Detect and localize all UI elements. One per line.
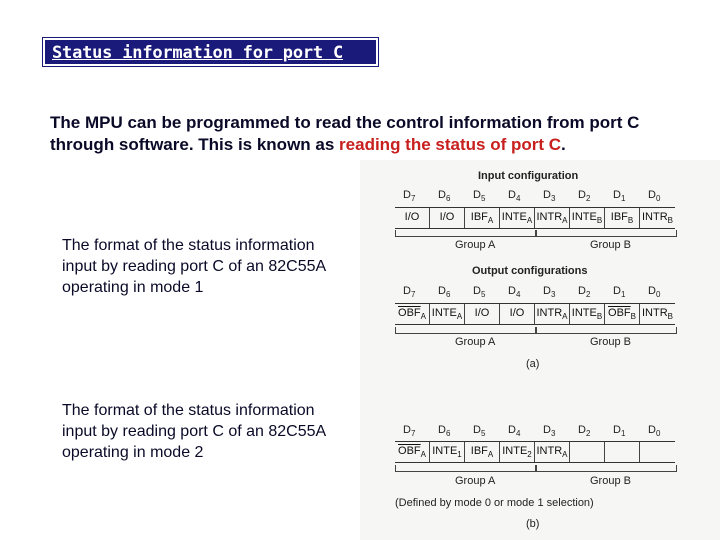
group-b-bracket-2 — [535, 327, 677, 334]
register-cell-d7: $\overline{OBF}_A$ — [395, 304, 430, 324]
register-cell-d0: $INTR_B$ — [641, 211, 673, 226]
mode2-description: The format of the status information input by reading port C of an 82C55A operating in mode 2 — [62, 402, 326, 461]
register-cell-d3: $INTR_A$ — [535, 208, 570, 228]
group-b-label-2: Group B — [590, 336, 631, 348]
bit-header-d4: $D_4$ — [508, 189, 521, 204]
bit-header-d2: $D_2$ — [578, 285, 591, 300]
register-cell-d5: I/O — [465, 304, 500, 324]
register-cell-d4: $INTE_2$ — [500, 442, 535, 462]
input-config-title: Input configuration — [478, 170, 579, 182]
bit-header-d1: $D_1$ — [613, 189, 626, 204]
register-cell-d1: $\overline{OBF}_B$ — [605, 304, 640, 324]
bit-header-d6: $D_6$ — [438, 424, 451, 439]
mode1-description: The format of the status information input by reading port C of an 82C55A operating in mode 1 — [62, 237, 326, 296]
mode2-register — [395, 441, 675, 463]
bit-header-d1: $D_1$ — [613, 285, 626, 300]
register-cell-d3: $INTR_A$ — [535, 304, 570, 324]
port-c-status-diagram — [360, 160, 720, 540]
bit-header-d5: $D_5$ — [473, 189, 486, 204]
output-config-title: Output configurations — [472, 265, 588, 277]
register-cell-d0: $INTR_B$ — [641, 307, 673, 322]
bit-header-d3: $D_3$ — [543, 424, 556, 439]
bit-header-d0: $D_0$ — [648, 189, 661, 204]
register-cell-d2 — [570, 442, 605, 462]
group-a-label-3: Group A — [455, 475, 496, 487]
register-cell-d6: I/O — [430, 208, 465, 228]
register-cell-d7: $\overline{OBF}_A$ — [395, 442, 430, 462]
register-cell-d7: I/O — [395, 208, 430, 228]
register-cell-d4: I/O — [500, 304, 535, 324]
group-a-bracket-1 — [395, 230, 537, 237]
register-cell-d1: $IBF_B$ — [605, 208, 640, 228]
intro-text: The MPU can be programmed to read the control information from port C through software. This is known as — [50, 113, 640, 154]
bit-header-d0: $D_0$ — [648, 285, 661, 300]
output-register — [395, 303, 675, 325]
bit-header-d7: $D_7$ — [403, 189, 416, 204]
bit-header-d6: $D_6$ — [438, 189, 451, 204]
bit-header-d4: $D_4$ — [508, 424, 521, 439]
register-cell-d2: $INTE_B$ — [570, 304, 605, 324]
bit-header-d2: $D_2$ — [578, 424, 591, 439]
group-b-label-1: Group B — [590, 239, 631, 251]
caption-a: (a) — [526, 358, 540, 370]
register-cell-d6: $INTE_A$ — [430, 304, 465, 324]
register-cell-d2: $INTE_B$ — [570, 208, 605, 228]
register-cell-d0 — [640, 442, 675, 462]
slide-title-box — [43, 38, 378, 66]
input-register — [395, 207, 675, 229]
slide-title: Status information for port C — [52, 43, 344, 63]
bit-header-d5: $D_5$ — [473, 424, 486, 439]
bit-header-d3: $D_3$ — [543, 189, 556, 204]
intro-highlight: reading the status of port C — [339, 135, 562, 154]
group-b-bracket-3 — [535, 465, 677, 472]
intro-paragraph — [50, 112, 690, 156]
bit-header-d7: $D_7$ — [403, 285, 416, 300]
bit-header-d3: $D_3$ — [543, 285, 556, 300]
bit-header-d0: $D_0$ — [648, 424, 661, 439]
register-cell-d4: $INTE_A$ — [500, 208, 535, 228]
group-a-bracket-2 — [395, 327, 537, 334]
bit-header-d7: $D_7$ — [403, 424, 416, 439]
group-a-bracket-3 — [395, 465, 537, 472]
caption-b: (b) — [526, 518, 540, 530]
group-b-bracket-1 — [535, 230, 677, 237]
group-a-label-2: Group A — [455, 336, 496, 348]
mode2-note: (Defined by mode 0 or mode 1 selection) — [395, 497, 594, 509]
group-b-label-3: Group B — [590, 475, 631, 487]
register-cell-d5: $IBF_A$ — [465, 208, 500, 228]
register-cell-d5: $IBF_A$ — [465, 442, 500, 462]
intro-end: . — [561, 135, 566, 154]
bit-header-d5: $D_5$ — [473, 285, 486, 300]
register-cell-d1 — [605, 442, 640, 462]
bit-header-d1: $D_1$ — [613, 424, 626, 439]
bit-header-d4: $D_4$ — [508, 285, 521, 300]
bit-header-d6: $D_6$ — [438, 285, 451, 300]
register-cell-d6: $INTE_1$ — [430, 442, 465, 462]
register-cell-d3: $INTR_A$ — [535, 442, 570, 462]
group-a-label-1: Group A — [455, 239, 496, 251]
bit-header-d2: $D_2$ — [578, 189, 591, 204]
